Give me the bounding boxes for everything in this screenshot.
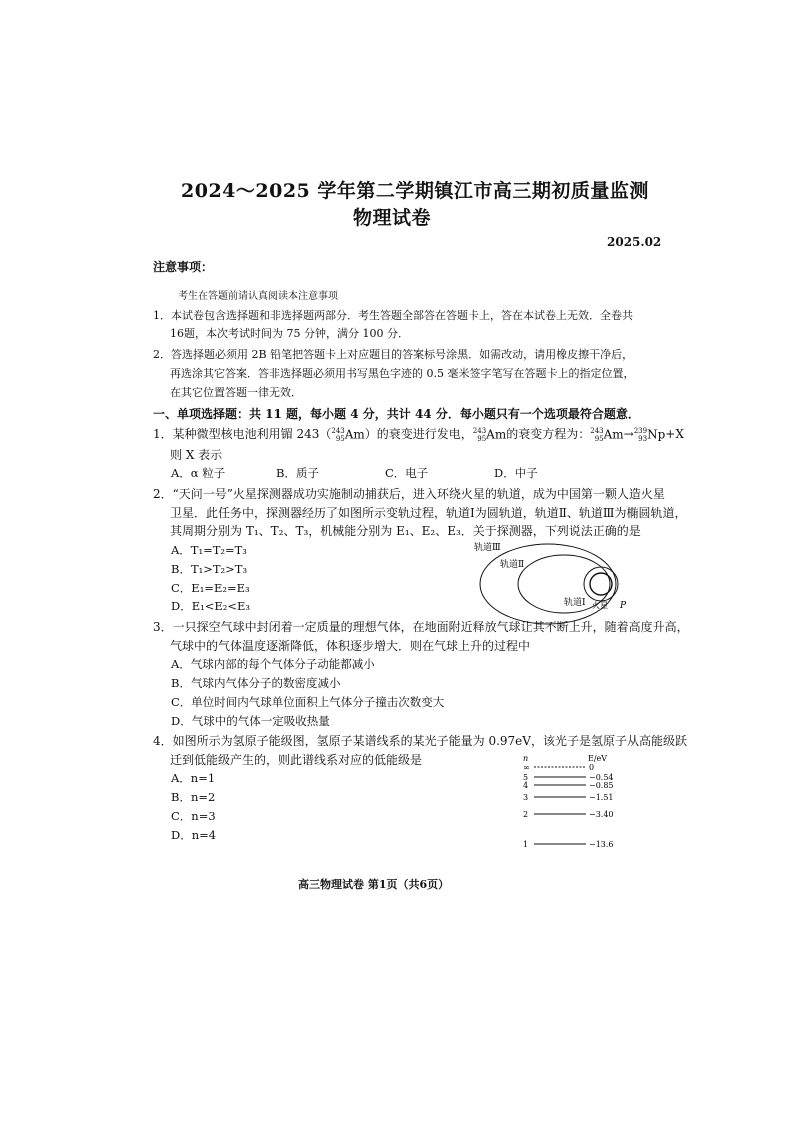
exam-subtitle: 物理试卷	[353, 207, 432, 229]
q1-text-b: ）的衰变进行发电，	[364, 427, 473, 441]
q1-text-c: 的衰变方程为：	[506, 427, 591, 441]
q3-option-b: B．气球内气体分子的数密度减小	[171, 676, 341, 690]
question-1-line-2: 则 X 表示	[170, 448, 223, 462]
q1-nuclide-np: 239 93 Np	[633, 426, 666, 443]
notice-item-1-line-2: 16题，本次考试时间为 75 分钟，满分 100 分．	[170, 327, 409, 340]
mars-planet	[590, 573, 612, 595]
q1-nuclide-am-2: 243 95 Am	[472, 426, 507, 443]
level-energy-label: 0	[589, 763, 595, 772]
level-n-label: 1	[523, 840, 529, 849]
notice-item-2-line-2: 再选涂其它答案．答非选择题必须用书写黑色字迹的 0.5 毫米签字笔写在答题卡上的指定位置，	[170, 367, 635, 380]
question-1-line-1	[153, 425, 684, 443]
q1-nuclide-am-1: 243 95 Am	[331, 426, 365, 443]
q1-option-c: C．电子	[385, 466, 429, 480]
notice-intro: 考生在答题前请认真阅读本注意事项	[178, 291, 338, 302]
question-3-line-2: 气球中的气体温度逐渐降低，体积逐步增大．则在气球上升的过程中	[170, 639, 531, 653]
level-energy-label: −1.51	[589, 793, 614, 802]
mars-label: 火星	[592, 601, 608, 610]
n-axis-label: n	[523, 754, 529, 763]
q1-arrow: →	[623, 427, 634, 441]
q1-option-b: B．质子	[276, 466, 319, 480]
page-footer: 高三物理试卷 第1页（共6页）	[298, 878, 450, 891]
energy-level-diagram	[518, 750, 628, 852]
q2-option-a: A．T₁=T₂=T₃	[171, 543, 247, 557]
exam-date: 2025.02	[607, 235, 662, 249]
orbit-i-circle	[584, 567, 618, 601]
q3-option-d: D．气球中的气体一定吸收热量	[171, 714, 330, 728]
question-2-line-1: 2．“天问一号”火星探测器成功实施制动捕获后，进入环绕火星的轨道，成为中国第一颗人造火星	[153, 487, 665, 501]
level-energy-label: −3.40	[589, 810, 614, 819]
section-1-heading: 一、单项选择题：共 11 题，每小题 4 分，共计 44 分．每小题只有一个选项最符合题意．	[153, 407, 640, 421]
q4-option-d: D．n=4	[171, 828, 217, 842]
q2-option-c: C．E₁=E₂=E₃	[171, 581, 250, 595]
question-2-line-3: 其周期分别为 T₁、T₂、T₃，机械能分别为 E₁、E₂、E₃．关于探测器，下列说法正确的是	[170, 524, 641, 538]
q2-option-b: B．T₁>T₂>T₃	[171, 562, 248, 576]
notice-item-2-line-1: 2．答选择题必须用 2B 铅笔把答题卡上对应题目的答案标号涂黑．如需改动，请用橡皮擦干净后，	[153, 348, 634, 361]
q4-option-c: C．n=3	[171, 809, 216, 823]
q1-option-a: A．α 粒子	[171, 466, 226, 480]
notice-heading: 注意事项：	[153, 260, 214, 274]
q3-option-a: A．气球内部的每个气体分子动能都减小	[171, 657, 375, 671]
exam-title: 2024～2025 学年第二学期镇江市高三期初质量监测	[181, 180, 649, 202]
orbit-iii-label: 轨道Ⅲ	[474, 543, 501, 553]
level-n-label: 2	[523, 810, 529, 819]
q4-option-b: B．n=2	[171, 790, 216, 804]
question-3-line-1: 3．一只探空气球中封闭着一定质量的理想气体，在地面附近释放气球让其不断上升，随着高度升高，	[153, 620, 689, 634]
level-energy-label: −0.85	[589, 781, 614, 790]
q1-text-a: 1．某种微型核电池利用镅 243（	[153, 427, 332, 441]
question-2-line-2: 卫星．此任务中，探测器经历了如图所示变轨过程，轨道Ⅰ为圆轨道，轨道Ⅱ、轨道Ⅲ为椭圆轨道，	[170, 506, 687, 520]
q1-option-d: D．中子	[494, 466, 538, 480]
level-n-label: 4	[523, 781, 529, 790]
energy-axis-label: E/eV	[588, 754, 608, 763]
orbit-diagram	[460, 538, 640, 630]
point-p-label: P	[620, 601, 627, 611]
level-energy-label: −13.6	[589, 840, 614, 849]
level-energy-label: −0.54	[589, 773, 614, 782]
level-n-label: ∞	[523, 763, 530, 772]
level-n-label: 5	[523, 773, 529, 782]
q2-option-d: D．E₁<E₂<E₃	[171, 599, 251, 613]
orbit-ii-label: 轨道Ⅱ	[500, 560, 525, 570]
question-4-line-2: 迁到低能级产生的，则此谱线系对应的低能级是	[170, 753, 423, 767]
orbit-i-label: 轨道Ⅰ	[564, 598, 586, 608]
question-4-line-1: 4．如图所示为氢原子能级图，氢原子某谱线系的某光子能量为 0.97eV，该光子是氢原子从高能级跃	[153, 734, 687, 748]
notice-item-2-line-3: 在其它位置答题一律无效．	[170, 386, 302, 399]
q4-option-a: A．n=1	[171, 771, 216, 785]
q3-option-c: C．单位时间内气球单位面积上气体分子撞击次数变大	[171, 695, 445, 709]
q1-plus-x: +X	[665, 427, 684, 441]
notice-item-1-line-1: 1．本试卷包含选择题和非选择题两部分．考生答题全部答在答题卡上，答在本试卷上无效．全卷共	[153, 309, 633, 322]
level-n-label: 3	[523, 793, 529, 802]
q1-nuclide-am-3: 243 95 Am	[590, 426, 624, 443]
orbit-iii-ellipse	[480, 544, 616, 624]
